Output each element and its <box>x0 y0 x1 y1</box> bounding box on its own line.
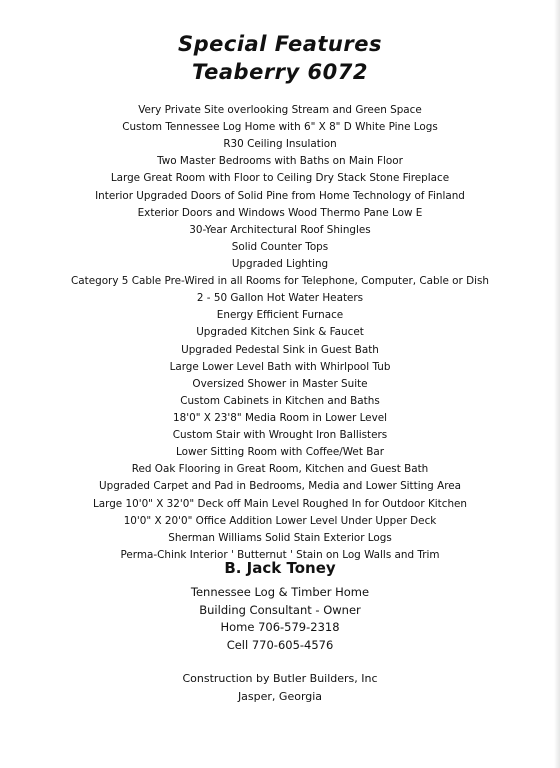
feature-item: Oversized Shower in Master Suite <box>192 377 368 390</box>
document-title: Special Features <box>178 32 382 56</box>
feature-item: Upgraded Carpet and Pad in Bedrooms, Media and Lower Sitting Area <box>99 480 461 493</box>
feature-item: Category 5 Cable Pre-Wired in all Rooms for Telephone, Computer, Cable or Dish <box>71 275 489 288</box>
feature-item: Large Great Room with Floor to Ceiling Dry Stack Stone Fireplace <box>110 172 450 185</box>
feature-item: Very Private Site overlooking Stream and Green Space <box>138 104 422 116</box>
feature-item: Custom Stair with Wrought Iron Ballisters <box>172 429 388 442</box>
feature-item: Large 10'0" X 32'0" Deck off Main Level Roughed In for Outdoor Kitchen <box>92 497 468 510</box>
feature-item: Upgraded Kitchen Sink & Faucet <box>196 326 364 339</box>
contact-company: Tennessee Log & Timber Home <box>190 585 370 599</box>
feature-item: Upgraded Lighting <box>231 257 329 270</box>
feature-item: Large Lower Level Bath with Whirlpool Tub <box>169 360 391 373</box>
feature-item: 18'0" X 23'8" Media Room in Lower Level <box>173 411 387 424</box>
feature-item: Solid Counter Tops <box>231 240 329 253</box>
contact-home-phone: Home 706-579-2318 <box>220 620 340 634</box>
feature-item: Upgraded Pedestal Sink in Guest Bath <box>181 343 379 356</box>
document-subtitle: Teaberry 6072 <box>192 60 368 84</box>
feature-item: 30-Year Architectural Roof Shingles <box>189 223 371 236</box>
builder-name: Construction by Butler Builders, Inc <box>182 672 378 685</box>
feature-item: Red Oak Flooring in Great Room, Kitchen and Guest Bath <box>131 463 429 476</box>
contact-cell-phone: Cell 770-605-4576 <box>226 637 334 652</box>
contact-name: B. Jack Toney <box>224 559 336 577</box>
feature-item: Custom Tennessee Log Home with 6" X 8" D White Pine Logs <box>122 121 438 134</box>
feature-item: Two Master Bedrooms with Baths on Main Floor <box>157 155 403 168</box>
feature-item: Energy Efficient Furnace <box>216 309 344 322</box>
contact-details <box>0 584 560 654</box>
feature-item: 10'0" X 20'0" Office Addition Lower Level Under Upper Deck <box>123 514 437 527</box>
feature-item: Perma-Chink Interior ' Butternut ' Stain on Log Walls and Trim <box>120 548 440 561</box>
feature-item: Exterior Doors and Windows Wood Thermo Pane Low E <box>137 206 423 219</box>
contact-role: Building Consultant - Owner <box>199 602 361 617</box>
builder-location: Jasper, Georgia <box>237 689 323 703</box>
builder-info <box>0 670 560 705</box>
feature-item: Interior Upgraded Doors of Solid Pine from Home Technology of Finland <box>95 189 465 202</box>
feature-item: R30 Ceiling Insulation <box>223 138 337 151</box>
feature-item: Sherman Williams Solid Stain Exterior Logs <box>168 531 392 544</box>
feature-item: Lower Sitting Room with Coffee/Wet Bar <box>176 446 384 459</box>
feature-item: 2 - 50 Gallon Hot Water Heaters <box>196 292 364 305</box>
feature-item: Custom Cabinets in Kitchen and Baths <box>180 394 380 407</box>
feature-list <box>0 102 560 564</box>
